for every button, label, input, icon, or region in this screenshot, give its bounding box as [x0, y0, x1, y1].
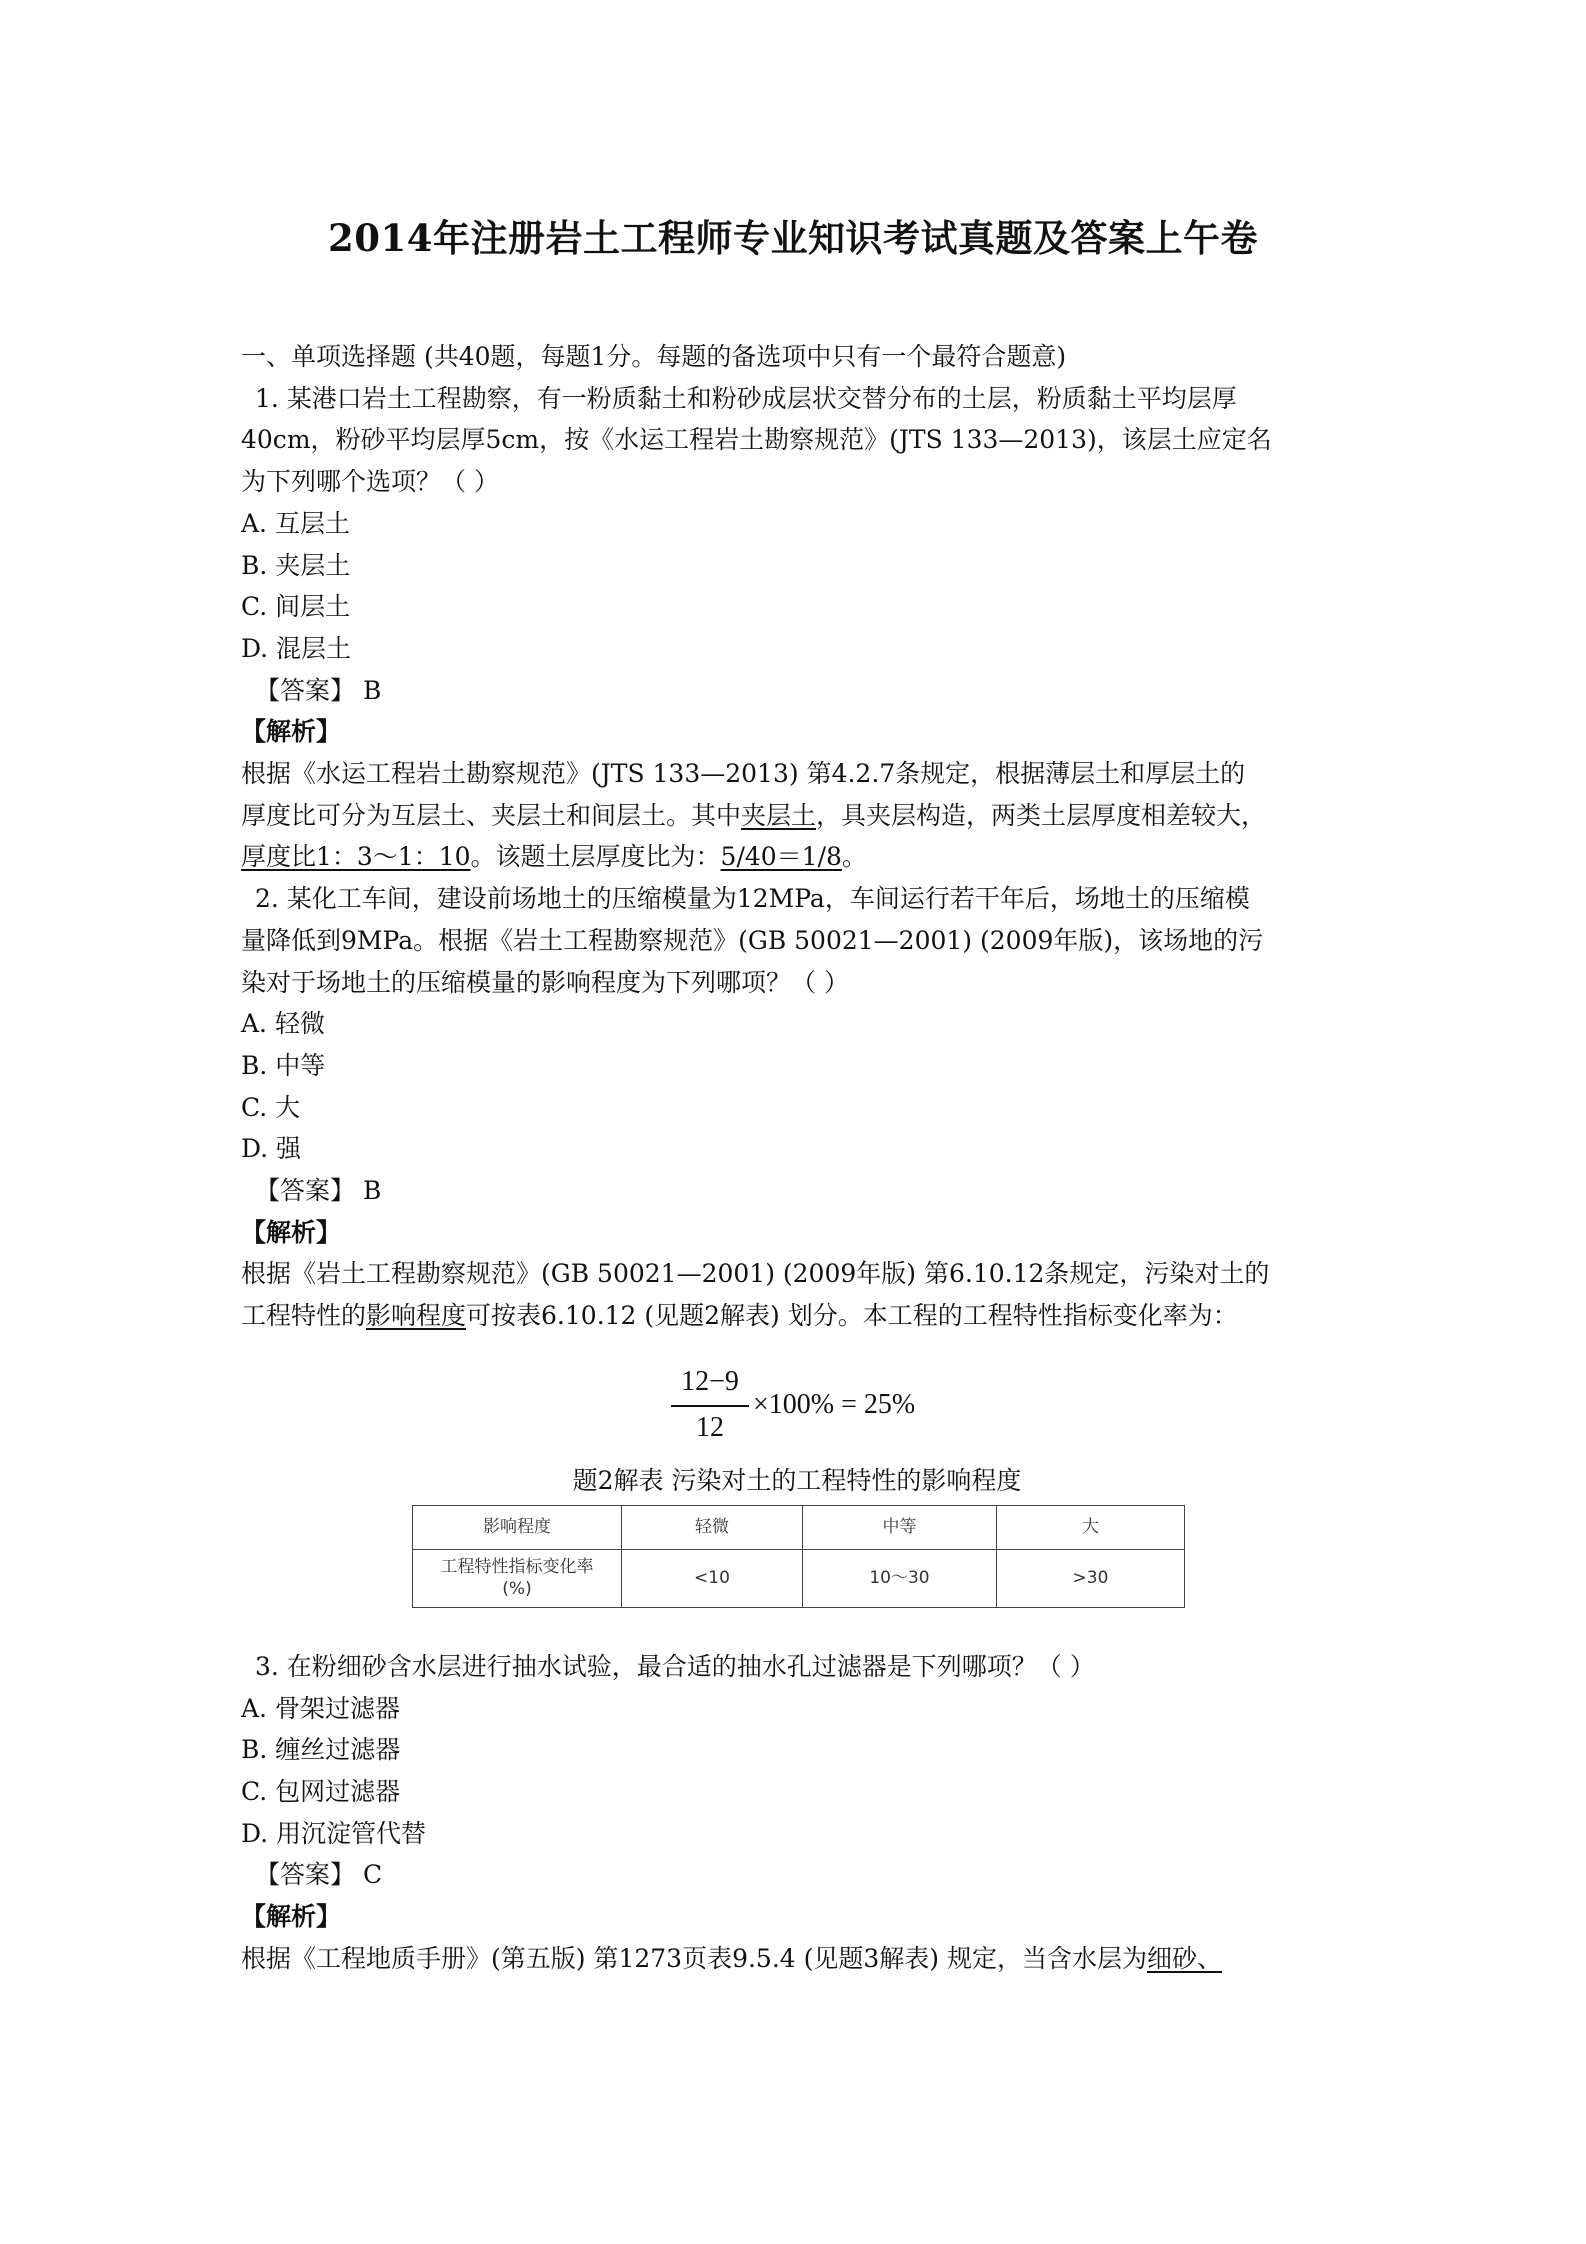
document-body: [241, 336, 1353, 1980]
question-stem-line: 为下列哪个选项？（ ）: [241, 467, 499, 497]
answer-line: [241, 670, 1353, 712]
fraction-denominator: 12: [696, 1411, 724, 1443]
analysis-line: [241, 1938, 1353, 1980]
answer-label: 【答案】: [255, 675, 356, 705]
table-caption: 题2解表 污染对土的工程特性的影响程度: [572, 1465, 1022, 1495]
option-b: B. 中等: [241, 1050, 326, 1080]
analysis-label: 【解析】: [241, 1217, 342, 1247]
option-a: A. 互层土: [241, 508, 350, 538]
question-stem-line: 40cm，粉砂平均层厚5cm，按《水运工程岩土勘察规范》(JTS 133—2013)，该层土应定名: [241, 425, 1272, 455]
table-header-cell: 轻微: [622, 1505, 803, 1549]
formula: [241, 1337, 1353, 1467]
analysis-line: 根据《岩土工程勘察规范》(GB 50021—2001) (2009年版) 第6.10.12条规定，污染对土的: [241, 1259, 1270, 1289]
option-a: A. 轻微: [241, 1009, 325, 1039]
analysis-underline: 厚度比1：3～1：10: [241, 842, 471, 872]
analysis-underline: 细砂、: [1147, 1943, 1223, 1973]
row-label-unit: (%): [502, 1579, 532, 1600]
option-d: D. 强: [241, 1134, 302, 1164]
question-stem-line: 量降低到9MPa。根据《岩土工程勘察规范》(GB 50021—2001) (2009年版)，该场地的污: [241, 925, 1264, 955]
analysis-text: 可按表6.10.12 (见题2解表) 划分。本工程的工程特性指标变化率为：: [466, 1301, 1238, 1331]
option-d: D. 混层土: [241, 633, 352, 663]
option-b: B. 缠丝过滤器: [241, 1735, 401, 1765]
fraction: [671, 1365, 749, 1445]
answer-line: [241, 1170, 1353, 1212]
table-cell: >30: [997, 1549, 1185, 1607]
table-row-label: [413, 1549, 622, 1607]
question-3: [241, 1646, 1353, 1980]
row-label-line: 工程特性指标变化率: [440, 1557, 594, 1578]
formula-result: ×100% = 25%: [753, 1388, 916, 1420]
table-cell: <10: [622, 1549, 803, 1607]
analysis-text: 。该题土层厚度比为：: [470, 842, 721, 872]
analysis-underline: 影响程度: [366, 1301, 467, 1331]
analysis-line: [241, 795, 1353, 837]
answer-line: [241, 1854, 1353, 1896]
table-header-row: [413, 1505, 1185, 1549]
table-header-cell: 影响程度: [413, 1505, 622, 1549]
answer-label: 【答案】: [255, 1860, 356, 1890]
analysis-line: [241, 836, 1353, 878]
analysis-label: 【解析】: [241, 1902, 342, 1932]
question-stem-line: 1. 某港口岩土工程勘察，有一粉质黏土和粉砂成层状交替分布的土层，粉质黏土平均层厚: [255, 383, 1237, 413]
question-2: [241, 878, 1353, 1608]
analysis-text: 根据《工程地质手册》(第五版) 第1273页表9.5.4 (见题3解表) 规定，当含水层为: [241, 1943, 1147, 1973]
table-cell: 10～30: [803, 1549, 997, 1607]
document-title: 2014年注册岩土工程师专业知识考试真题及答案上午卷: [328, 216, 1258, 260]
table-header-cell: 大: [997, 1505, 1185, 1549]
analysis-underline: 夹层土: [741, 800, 817, 830]
question-stem-line: 2. 某化工车间，建设前场地土的压缩模量为12MPa，车间运行若干年后，场地土的压缩模: [255, 884, 1250, 914]
question-stem-line: 3. 在粉细砂含水层进行抽水试验，最合适的抽水孔过滤器是下列哪项？（ ）: [255, 1651, 1095, 1681]
answer-value: C: [362, 1860, 383, 1890]
table-row: [413, 1549, 1185, 1607]
analysis-text: 工程特性的: [241, 1301, 367, 1331]
option-b: B. 夹层土: [241, 550, 351, 580]
option-c: C. 大: [241, 1092, 301, 1122]
fraction-bar: [671, 1405, 749, 1407]
analysis-text: 厚度比可分为互层土、夹层土和间层土。其中: [241, 800, 742, 830]
analysis-text: 。: [841, 842, 867, 872]
question-1: [241, 378, 1353, 878]
option-a: A. 骨架过滤器: [241, 1693, 400, 1723]
analysis-line: 根据《水运工程岩土勘察规范》(JTS 133—2013) 第4.2.7条规定，根据薄层土和厚层土的: [241, 759, 1246, 789]
analysis-line: [241, 1295, 1353, 1337]
analysis-underline: 5/40＝1/8: [720, 842, 842, 872]
section-heading: 一、单项选择题 (共40题，每题1分。每题的备选项中只有一个最符合题意): [241, 342, 1067, 371]
impact-table: [412, 1505, 1185, 1608]
analysis-label: 【解析】: [241, 717, 342, 747]
table-header-cell: 中等: [803, 1505, 997, 1549]
answer-value: B: [362, 675, 382, 705]
analysis-text: ，具夹层构造，两类土层厚度相差较大，: [816, 800, 1267, 830]
answer-value: B: [362, 1176, 382, 1206]
question-stem-line: 染对于场地土的压缩模量的影响程度为下列哪项？（ ）: [241, 967, 849, 997]
fraction-numerator: 12−9: [681, 1365, 739, 1397]
option-c: C. 间层土: [241, 592, 351, 622]
option-d: D. 用沉淀管代替: [241, 1818, 427, 1848]
answer-label: 【答案】: [255, 1176, 356, 1206]
option-c: C. 包网过滤器: [241, 1776, 401, 1806]
